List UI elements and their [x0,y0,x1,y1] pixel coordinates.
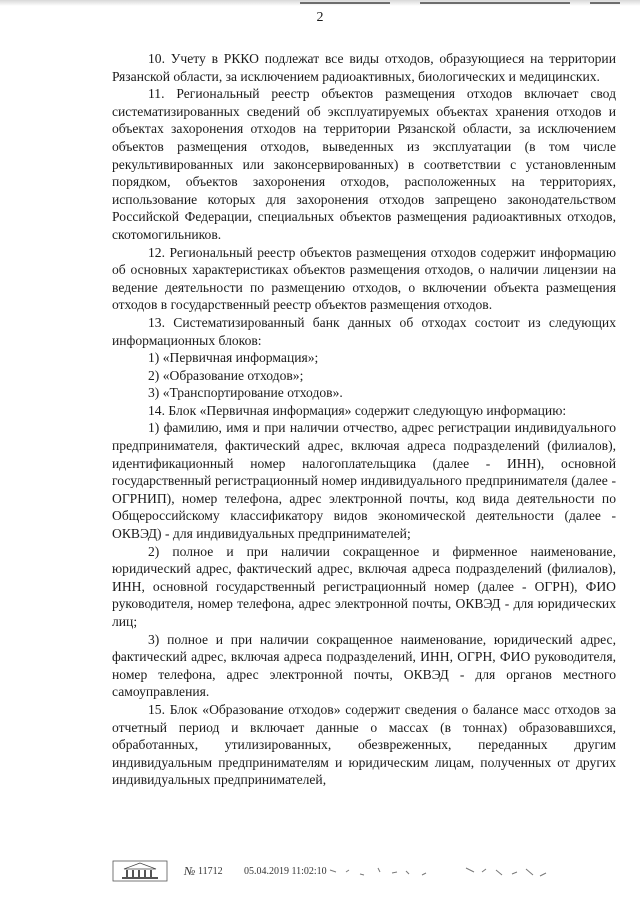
registration-datetime: 05.04.2019 11:02:10 [244,866,327,877]
page-number: 2 [316,10,324,25]
paragraph-10: 10. Учету в РККО подлежат все виды отходов, образующиеся на территории Рязанской области, за исключением радиоактивных, биологических и медицинских. [112,51,616,84]
government-building-seal-icon [112,860,168,882]
number-sign: № [184,864,196,878]
block-list-item: 3) «Транспортирование отходов». [148,385,343,401]
registration-footer [112,860,632,884]
scan-speck [420,2,570,4]
block-list-item: 1) «Первичная информация»; [148,350,319,366]
scan-speck [300,2,390,4]
paragraph-13: 13. Систематизированный банк данных об отходах состоит из следующих информационных блоков: [112,314,616,348]
paragraph-14-item-1: 1) фамилию, имя и при наличии отчество, адрес регистрации индивидуального предпринимателя, фактический адрес, включая адреса подразделений (филиалов), идентификационный номер налогоплательщика (далее - ИНН), основной государственный регистрационный номер индивидуального предпринимателя (далее - ОГРНИП), номер телефона, адрес электронной почты, код вида деятельности по Общероссийскому классификатору видов экономической деятельности (далее - ОКВЭД) - для индивидуальных предпринимателей; [112,420,616,542]
paragraph-11: 11. Региональный реестр объектов размещения отходов включает свод систематизированных сведений об эксплуатируемых объектах хранения отходов и объектах захоронения отходов на территории Рязанской области, за исключением объектов размещения отходов, выведенных из эксплуатации (в том числе рекультивированных или законсервированных) в соответствии с установленным порядком, объектов захоронения отходов, расположенных на территориях, использование которых для захоронения отходов запрещено законодательством Российской Федерации, специальных объектов размещения радиоактивных отходов, скотомогильников. [112,86,616,242]
paragraph-14-item-2: 2) полное и при наличии сокращенное и фирменное наименование, юридический адрес, фактический адрес, включая адреса подразделений (филиалов), ИНН, основной государственный регистрационный номер (далее - ОГРН), ФИО руководителя, номер телефона, адрес электронной почты, ОКВЭД - для юридических лиц; [112,543,616,629]
block-list-item: 2) «Образование отходов»; [148,367,304,383]
paragraph-14: 14. Блок «Первичная информация» содержит следующую информацию: [148,402,567,418]
scan-noise [326,862,556,884]
document-body [112,50,616,789]
scan-speck [590,2,620,4]
paragraph-12: 12. Региональный реестр объектов размещения отходов содержит информацию об основных характеристиках объектов размещения отходов, о наличии лицензии на ведение деятельности по размещению отходов, о включении объекта размещения отходов в государственный реестр объектов размещения отходов. [112,244,616,313]
paragraph-14-item-3: 3) полное и при наличии сокращенное наименование, юридический адрес, фактический адрес, включая адреса подразделений, ИНН, ОГРН, ФИО руководителя, номер телефона, адрес электронной почты, ОКВЭД - для органов местного самоуправления. [112,631,616,700]
paragraph-15: 15. Блок «Образование отходов» содержит сведения о балансе масс отходов за отчетный период и включает данные о массах (в тоннах) образовавшихся, обработанных, утилизированных, обезвреженных, переданных другим индивидуальным предпринимателям и юридическим лицам, полученных от других индивидуальных предпринимателей, [112,701,616,788]
registration-number: 11712 [198,866,223,877]
